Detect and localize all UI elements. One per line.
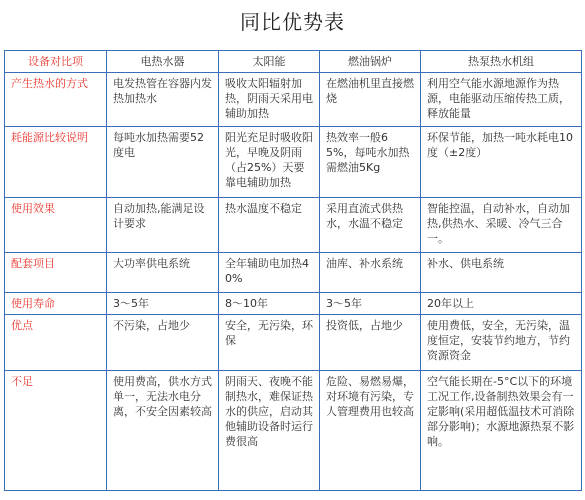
table-cell: 油库、补水系统 (320, 253, 421, 293)
table-cell: 热效率一般65%，每吨水加热需燃油5Kg (320, 127, 421, 198)
table-header-row (5, 51, 582, 73)
header-cell-solar: 太阳能 (219, 51, 320, 73)
table-cell: 使用费高，供水方式单一，无法水电分离，不安全因素较高 (107, 371, 219, 491)
table-cell: 智能控温，自动补水，自动加热,供热水、采暖、冷气三合一。 (421, 198, 582, 253)
header-cell-heat-pump: 热泵热水机组 (421, 51, 582, 73)
table-cell: 热水温度不稳定 (219, 198, 320, 253)
header-cell-electric-heater: 电热水器 (107, 51, 219, 73)
table-row-service-life (5, 293, 582, 315)
table-row-usage-effect (5, 198, 582, 253)
table-cell: 环保节能，加热一吨水耗电10度（±2度） (421, 127, 582, 198)
row-label: 产生热水的方式 (5, 73, 107, 127)
row-label: 配套项目 (5, 253, 107, 293)
table-cell: 安全，无污染，环保 (219, 315, 320, 371)
table-cell: 使用费低，安全，无污染，温度恒定，安装节约地方，节约资源资金 (421, 315, 582, 371)
table-cell: 吸收太阳辐射加热，阴雨天采用电辅助加热 (219, 73, 320, 127)
table-cell: 投资低，占地少 (320, 315, 421, 371)
table-cell: 3～5年 (320, 293, 421, 315)
table-cell: 空气能长期在-5°C以下的环境工况工作,设备制热效果会有一定影响(采用超低温技术可消除部分影响)；水源地源热泵不影响。 (421, 371, 582, 491)
table-cell: 每吨水加热需要52度电 (107, 127, 219, 198)
header-cell-oil-boiler: 燃油锅炉 (320, 51, 421, 73)
table-row-heating-method (5, 73, 582, 127)
row-label: 耗能源比较说明 (5, 127, 107, 198)
table-cell: 补水、供电系统 (421, 253, 582, 293)
table-cell: 阴雨天、夜晚不能制热水，难保证热水的供应，启动其他辅助设备时运行费很高 (219, 371, 320, 491)
row-label: 使用寿命 (5, 293, 107, 315)
table-cell: 在燃油机里直接燃烧 (320, 73, 421, 127)
table-row-energy-consumption (5, 127, 582, 198)
table-cell: 阳光充足时吸收阳光，早晚及阴雨（占25%）天要靠电辅助加热 (219, 127, 320, 198)
table-row-supporting-items (5, 253, 582, 293)
table-cell: 8～10年 (219, 293, 320, 315)
table-row-advantages (5, 315, 582, 371)
table-cell: 采用直流式供热水，水温不稳定 (320, 198, 421, 253)
page-title: 同比优势表 (240, 10, 345, 34)
table-cell: 危险、易燃易爆，对环境有污染，专人管理费用也较高 (320, 371, 421, 491)
table-cell: 全年辅助电加热40% (219, 253, 320, 293)
row-label: 优点 (5, 315, 107, 371)
table-cell: 不污染，占地少 (107, 315, 219, 371)
table-cell: 利用空气能水源地源作为热源，电能驱动压缩传热工质，释放能量 (421, 73, 582, 127)
table-cell: 电发热管在容器内发热加热水 (107, 73, 219, 127)
table-row-disadvantages (5, 371, 582, 491)
row-label: 使用效果 (5, 198, 107, 253)
table-cell: 20年以上 (421, 293, 582, 315)
table-cell: 3～5年 (107, 293, 219, 315)
comparison-table (4, 50, 582, 491)
table-cell: 自动加热,能满足设计要求 (107, 198, 219, 253)
table-cell: 大功率供电系统 (107, 253, 219, 293)
header-cell-compare-item: 设备对比项 (5, 51, 107, 73)
row-label: 不足 (5, 371, 107, 491)
